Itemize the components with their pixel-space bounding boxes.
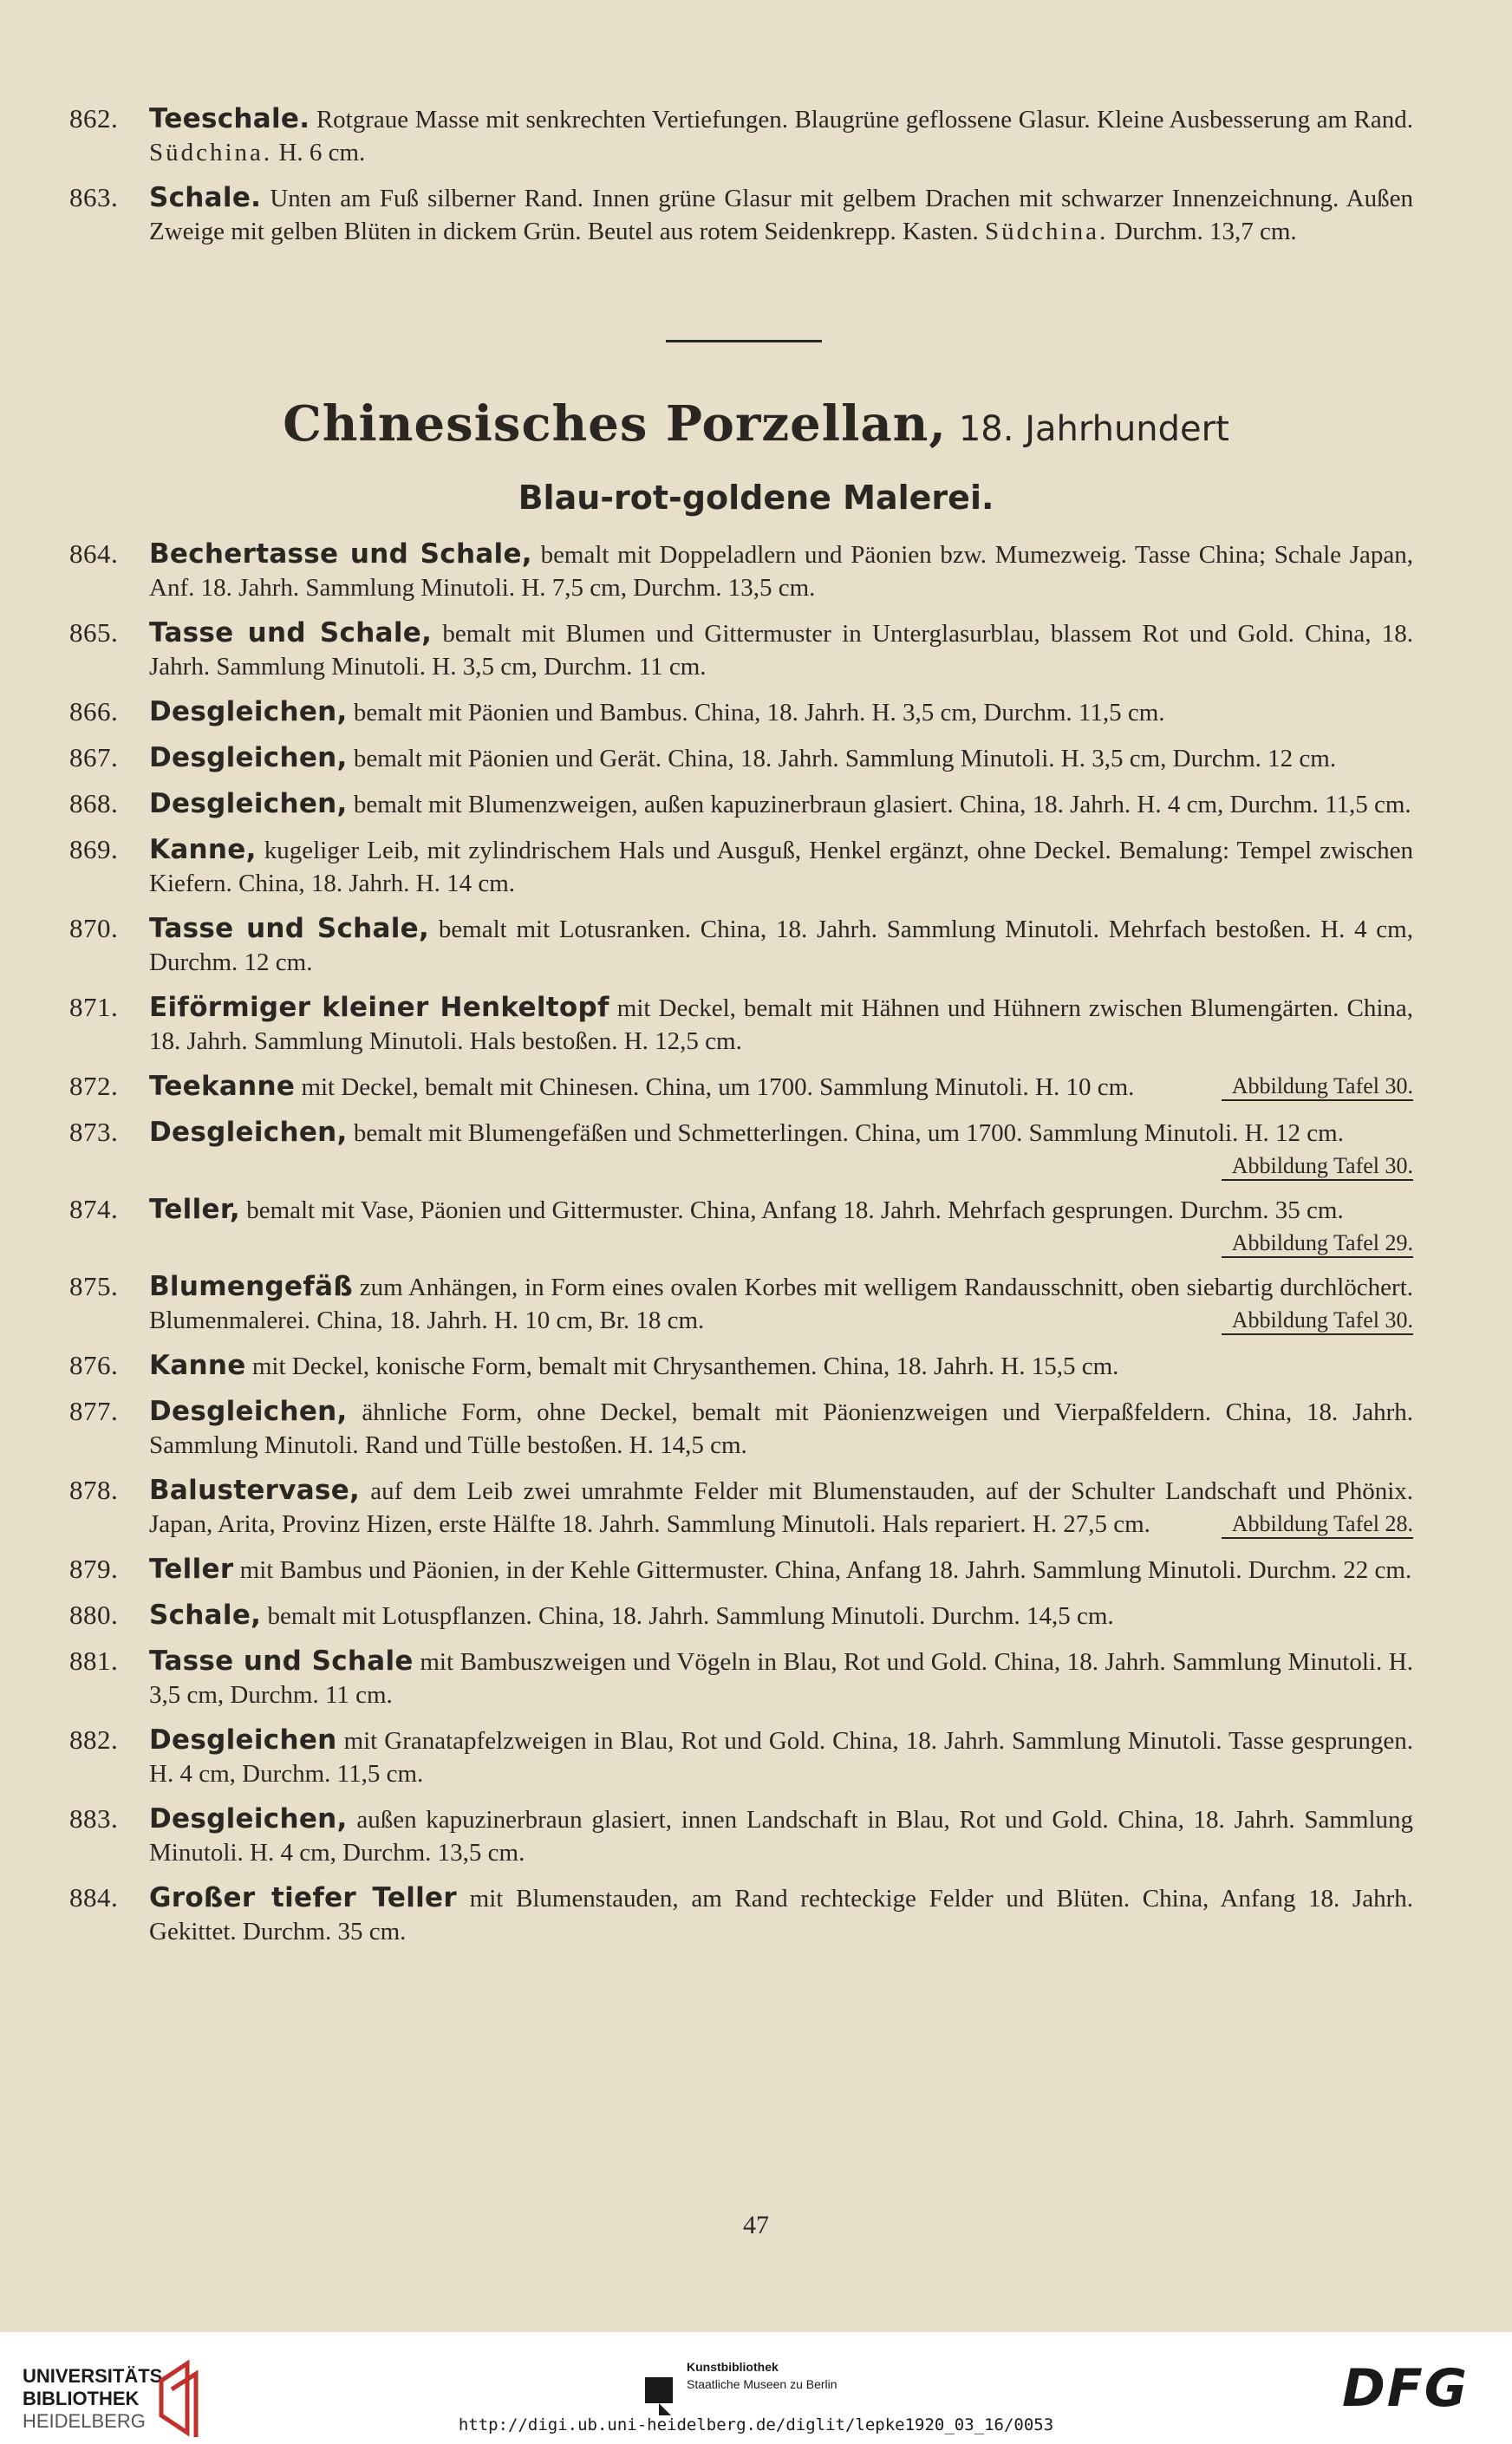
entry-title: Kanne [149,1350,246,1381]
catalog-entry [69,695,1422,729]
entry-text: außen kapuzinerbraun glasiert, innen Landschaft in Blau, Rot und Gold. China, 18. Jahrh. Sammlung Minutoli. H. 4 cm, Durchm. 13,5 cm. [149,1806,1414,1867]
entry-number: 878. [69,1475,119,1505]
catalog-entry [69,1802,1422,1869]
source-url[interactable]: http://digi.ub.uni-heidelberg.de/diglit/lepke1920_03_16/0053 [458,2415,1054,2434]
kb-line-2: Staatliche Museen zu Berlin [687,2377,837,2391]
kunstbibliothek-label [687,2358,837,2393]
entry-number: 871. [69,992,119,1022]
entry-body [149,1553,1422,1587]
entry-text: kugeliger Leib, mit zylindrischem Hals und Ausguß, Henkel ergänzt, ohne Deckel. Bemalung: Tempel zwischen Kiefern. China, 18. Jahrh. H. 14 cm. [149,837,1413,897]
entry-title: Teller [149,1554,234,1585]
entry-number: 874. [69,1194,119,1224]
entry-title: Tasse und Schale [149,1646,414,1677]
entry-number: 873. [69,1117,119,1147]
entry-title: Desgleichen, [149,696,348,727]
ub-line-3: HEIDELBERG [23,2410,146,2432]
entry-body [149,741,1422,775]
entry-body [149,1395,1422,1462]
entry-text: bemalt mit Päonien und Bambus. China, 18. Jahrh. H. 3,5 cm, Durchm. 11,5 cm. [353,699,1165,727]
entry-origin: Südchina. [149,139,273,166]
entry-text: mit Granatapfelzweigen in Blau, Rot und Gold. China, 18. Jahrh. Sammlung Minutoli. Tasse gesprungen. H. 4 cm, Durchm. 11,5 cm. [149,1727,1413,1788]
entry-text: bemalt mit Blumengefäßen und Schmetterlingen. China, um 1700. Sammlung Minutoli. H. 12 cm. [353,1119,1344,1147]
illustration-reference: Abbildung Tafel 30. [1222,1153,1413,1181]
catalog-entry [69,181,1422,248]
entry-body [149,787,1422,821]
kunstbibliothek-logo-icon [642,2374,676,2417]
entry-text: mit Deckel, bemalt mit Chinesen. China, um 1700. Sammlung Minutoli. H. 10 cm. [301,1073,1135,1101]
catalog-entry [69,912,1422,979]
entry-title: Bechertasse und Schale, [149,538,532,570]
entry-number: 865. [69,617,119,648]
section-subheading: Blau-rot-goldene Malerei. [518,479,994,517]
entry-text: mit Deckel, bemalt mit Hähnen und Hühnern zwischen Blumengärten. China, 18. Jahrh. Sammlung Minutoli. Hals bestoßen. H. 12,5 cm. [149,994,1413,1055]
entry-number: 867. [69,742,119,772]
entry-text: auf dem Leib zwei umrahmte Felder mit Blumenstauden, auf der Schulter Landschaft und Phönix. Japan, Arita, Provinz Hizen, erste Hälfte 18. Jahrh. Sammlung Minutoli. Hals repariert. H. 27,5 cm. [149,1477,1414,1538]
catalog-entry [69,1193,1422,1258]
entry-text: ähnliche Form, ohne Deckel, bemalt mit Päonienzweigen und Vierpaßfeldern. China, 18. Jahrh. Sammlung Minutoli. Rand und Tülle bestoßen. H. 14,5 cm. [149,1398,1414,1459]
entry-title: Blumengefäß [149,1271,353,1302]
page-number: 47 [743,2211,769,2239]
entry-text: bemalt mit Lotuspflanzen. China, 18. Jahrh. Sammlung Minutoli. Durchm. 14,5 cm. [267,1602,1114,1630]
entry-text: bemalt mit Päonien und Gerät. China, 18. Jahrh. Sammlung Minutoli. H. 3,5 cm, Durchm. 12 cm. [353,745,1337,772]
entry-text: bemalt mit Blumenzweigen, außen kapuzinerbraun glasiert. China, 18. Jahrh. H. 4 cm, Durchm. 11,5 cm. [353,791,1411,818]
entry-text: zum Anhängen, in Form eines ovalen Korbes mit welligem Randausschnitt, oben siebartig durchlöchert. Blumenmalerei. China, 18. Jahrh. H. 10 cm, Br. 18 cm. [149,1274,1414,1334]
kb-line-1: Kunstbibliothek [687,2360,779,2374]
catalog-entry [69,616,1422,683]
entry-title: Eiförmiger kleiner Henkeltopf [149,992,609,1023]
dfg-logo: DFG [1342,2358,1470,2419]
entry-number: 866. [69,696,119,727]
footer-bar [0,2332,1512,2444]
catalog-entry [69,787,1422,821]
catalog-entry [69,1116,1422,1181]
catalog-entry [69,1349,1422,1383]
entry-number: 882. [69,1724,119,1755]
entry-title: Teller, [149,1194,240,1225]
entry-body [149,833,1422,900]
entry-number: 864. [69,538,119,569]
entries-main [69,538,1422,1960]
entry-number: 883. [69,1803,119,1834]
entry-tail: Durchm. 13,7 cm. [1114,218,1297,245]
catalog-entry [69,1270,1422,1337]
entry-body [149,1270,1422,1337]
catalog-entry [69,1881,1422,1948]
entry-number: 870. [69,913,119,943]
entry-body [149,1599,1422,1633]
entry-title: Desgleichen, [149,788,348,819]
entry-number: 877. [69,1396,119,1426]
illustration-reference: Abbildung Tafel 28. [1222,1511,1413,1539]
catalog-entry [69,1474,1422,1541]
entry-text: Rotgraue Masse mit senkrechten Vertiefungen. Blaugrüne geflossene Glasur. Kleine Ausbesserung am Rand. [316,106,1414,134]
catalog-entry [69,1645,1422,1711]
section-heading [0,395,1512,453]
entry-text: Unten am Fuß silberner Rand. Innen grüne Glasur mit gelbem Drachen mit schwarzer Innenzeichnung. Außen Zweige mit gelben Blüten in dickem Grün. Beutel aus rotem Seidenkrepp. Kasten. [149,185,1414,245]
entry-title: Balustervase, [149,1475,361,1506]
entries-top [69,102,1422,260]
catalog-entry [69,1599,1422,1633]
entry-number: 869. [69,834,119,864]
entry-title: Tasse und Schale, [149,617,433,648]
entry-number: 880. [69,1600,119,1630]
entry-body [149,181,1422,248]
entry-body [149,538,1422,604]
entry-body [149,1881,1422,1948]
catalog-entry [69,741,1422,775]
entry-body [149,1193,1422,1258]
entry-title: Desgleichen, [149,1803,348,1835]
entry-title: Großer tiefer Teller [149,1882,457,1913]
entry-body [149,616,1422,683]
entry-origin: Südchina. [985,218,1109,245]
section-divider [666,340,822,342]
entry-number: 884. [69,1882,119,1913]
entry-body [149,1645,1422,1711]
entry-number: 868. [69,788,119,818]
entry-body [149,1349,1422,1383]
entry-title: Desgleichen, [149,1117,348,1148]
entry-number: 863. [69,182,119,212]
entry-text: bemalt mit Lotusranken. China, 18. Jahrh. Sammlung Minutoli. Mehrfach bestoßen. H. 4 cm, Durchm. 12 cm. [149,916,1413,976]
entry-body [149,1116,1422,1181]
entry-number: 862. [69,103,119,134]
entry-text: bemalt mit Doppeladlern und Päonien bzw. Mumezweig. Tasse China; Schale Japan, Anf. 18. Jahrh. Sammlung Minutoli. H. 7,5 cm, Durchm. 13,5 cm. [149,541,1413,602]
catalog-entry [69,991,1422,1058]
entry-number: 872. [69,1071,119,1101]
catalog-entry [69,1724,1422,1790]
catalog-entry [69,102,1422,169]
entry-text: mit Blumenstauden, am Rand rechteckige Felder und Blüten. China, Anfang 18. Jahrh. Gekittet. Durchm. 35 cm. [149,1885,1413,1945]
entry-body [149,1802,1422,1869]
ub-line-1: UNIVERSITÄTS- [23,2365,169,2387]
entry-body [149,912,1422,979]
entry-body [149,1724,1422,1790]
section-subtitle: 18. Jahrhundert [958,409,1229,449]
entry-title: Desgleichen, [149,1396,348,1427]
illustration-reference: Abbildung Tafel 30. [1222,1073,1413,1101]
entry-title: Schale. [149,182,262,213]
entry-body [149,1070,1422,1104]
entry-title: Schale, [149,1600,262,1631]
entry-text: bemalt mit Blumen und Gittermuster in Unterglasurblau, blassem Rot und Gold. China, 18. Jahrh. Sammlung Minutoli. H. 3,5 cm, Durchm. 11 cm. [149,620,1413,681]
catalog-entry [69,833,1422,900]
entry-number: 881. [69,1646,119,1676]
entry-body [149,991,1422,1058]
entry-title: Teeschale. [149,103,310,134]
entry-title: Teekanne [149,1071,296,1102]
catalog-entry [69,1553,1422,1587]
entry-tail: H. 6 cm. [278,139,366,166]
entry-number: 875. [69,1271,119,1301]
ub-line-2: BIBLIOTHEK [23,2388,140,2409]
section-title: Chinesisches Porzellan, [283,395,947,453]
entry-text: mit Bambus und Päonien, in der Kehle Gittermuster. China, Anfang 18. Jahrh. Sammlung Minutoli. Durchm. 22 cm. [239,1556,1412,1584]
entry-title: Desgleichen, [149,742,348,773]
catalog-entry [69,1070,1422,1104]
entry-body [149,102,1422,169]
entry-title: Desgleichen [149,1724,337,1756]
entry-body [149,1474,1422,1541]
entry-text: bemalt mit Vase, Päonien und Gittermuster. China, Anfang 18. Jahrh. Mehrfach gesprungen. Durchm. 35 cm. [246,1196,1344,1224]
illustration-reference: Abbildung Tafel 30. [1222,1307,1413,1335]
entry-number: 876. [69,1350,119,1380]
entry-text: mit Bambuszweigen und Vögeln in Blau, Rot und Gold. China, 18. Jahrh. Sammlung Minutoli. H. 3,5 cm, Durchm. 11 cm. [149,1648,1414,1709]
entry-number: 879. [69,1554,119,1584]
entry-body [149,695,1422,729]
catalog-entry [69,1395,1422,1462]
entry-text: mit Deckel, konische Form, bemalt mit Chrysanthemen. China, 18. Jahrh. H. 15,5 cm. [251,1352,1119,1380]
entry-title: Kanne, [149,834,257,865]
entry-title: Tasse und Schale, [149,913,430,944]
illustration-reference: Abbildung Tafel 29. [1222,1230,1413,1258]
catalog-entry [69,538,1422,604]
